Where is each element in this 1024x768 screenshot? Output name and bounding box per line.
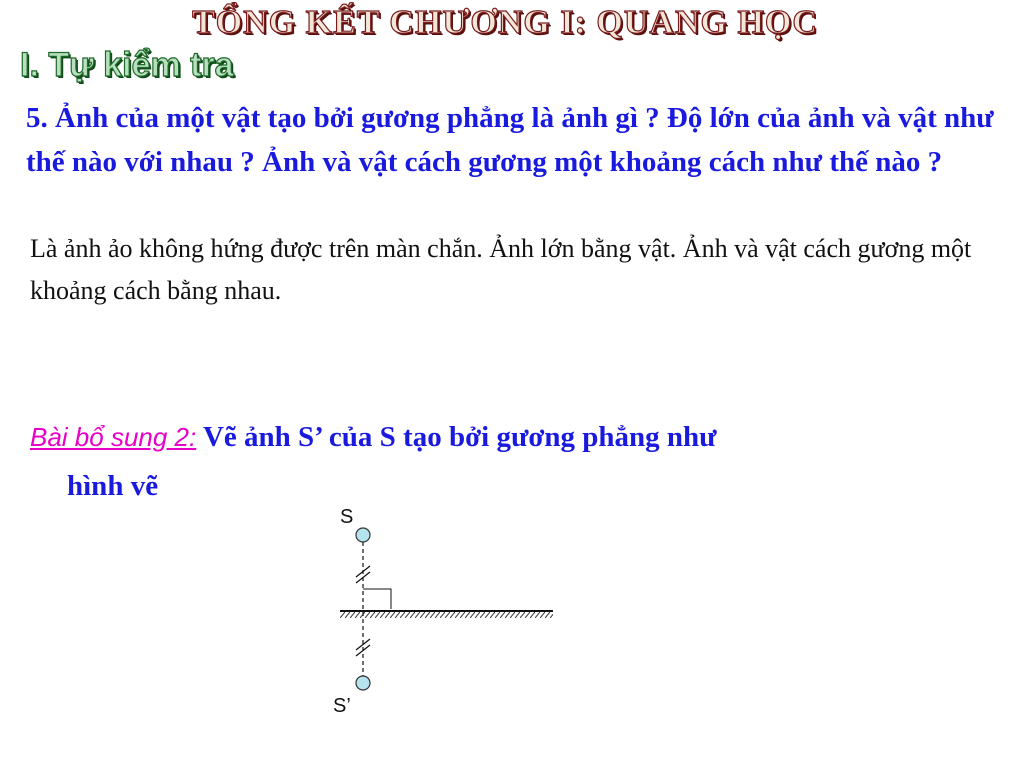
exercise-label: Bài bổ sung 2:: [30, 422, 197, 452]
right-angle-marker: [363, 589, 391, 609]
question-text: 5. Ảnh của một vật tạo bởi gương phẳng là ảnh gì ? Độ lớn của ảnh và vật như thế nào với nhau ? Ảnh và vật cách gương một khoảng cách như thế nào ?: [26, 102, 994, 178]
exercise-text-line2: hình vẽ: [67, 470, 159, 502]
point-s-label: S: [340, 506, 354, 528]
point-s: [356, 528, 370, 542]
answer-text: Là ảnh ảo không hứng được trên màn chắn. Ảnh lớn bằng vật. Ảnh và vật cách gương một khoảng cách bằng nhau.: [30, 234, 972, 305]
mirror-hatching: [340, 612, 553, 618]
point-s-prime: [356, 676, 370, 690]
point-s-prime-label: S’: [333, 695, 351, 717]
slide-title: TỔNG KẾT CHƯƠNG I: QUANG HỌC: [192, 4, 818, 41]
section-heading: I. Tự kiểm tra: [20, 46, 234, 84]
exercise-text-line1: Vẽ ảnh S’ của S tạo bởi gương phẳng như: [196, 421, 717, 453]
